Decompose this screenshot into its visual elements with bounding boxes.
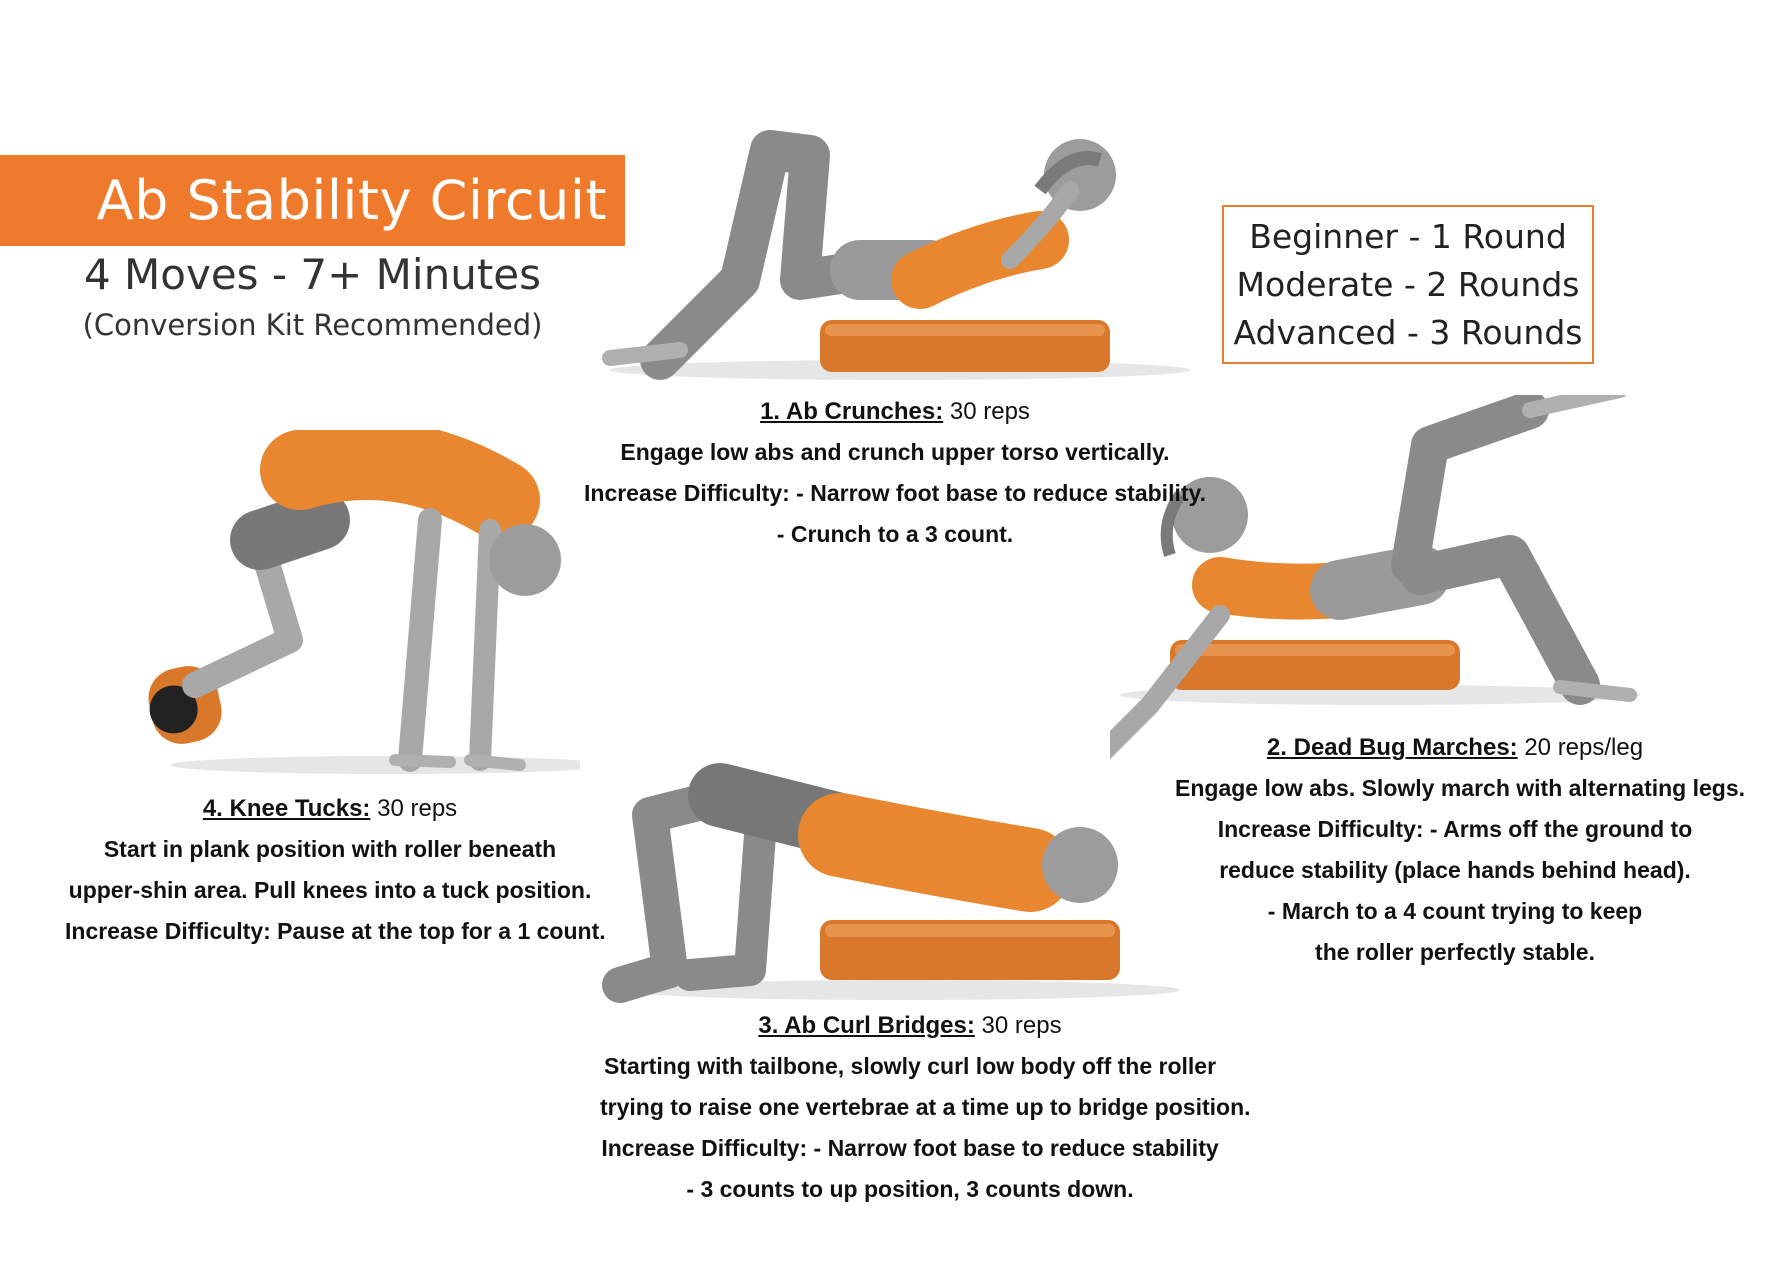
- exercise-3-line: trying to raise one vertebrae at a time up to bridge position.: [600, 1094, 1251, 1120]
- exercise-3-line: Starting with tailbone, slowly curl low body off the roller: [603, 1053, 1217, 1079]
- level-beginner: Beginner - 1 Round: [1249, 216, 1567, 256]
- exercise-3-name: 3. Ab Curl Bridges:: [758, 1012, 975, 1039]
- exercise-2-line: Increase Difficulty: - Arms off the ground to: [1217, 816, 1693, 842]
- exercise-2-line: reduce stability (place hands behind head).: [1219, 857, 1691, 883]
- exercise-1-line: Engage low abs and crunch upper torso vertically.: [620, 439, 1170, 465]
- page-title: Ab Stability Circuit: [96, 169, 607, 232]
- page-subtitle: 4 Moves - 7+ Minutes: [83, 250, 542, 299]
- exercise-4-name: 4. Knee Tucks:: [202, 795, 371, 822]
- exercise-4-reps: 30 reps: [377, 795, 458, 822]
- exercise-2-line: - March to a 4 count trying to keep: [1267, 898, 1643, 924]
- exercise-3-reps: 30 reps: [981, 1012, 1062, 1039]
- exercise-2-name: 2. Dead Bug Marches:: [1266, 734, 1518, 761]
- equipment-note: (Conversion Kit Recommended): [82, 308, 543, 342]
- exercise-4-line: upper-shin area. Pull knees into a tuck position.: [68, 877, 592, 903]
- ab-curl-bridge-illustration: [600, 755, 1180, 1005]
- exercise-2-line: Engage low abs. Slowly march with alternating legs.: [1175, 775, 1746, 801]
- exercise-4-line: Increase Difficulty: Pause at the top for a 1 count.: [65, 918, 606, 944]
- exercise-2-caption: [1175, 727, 1746, 973]
- exercise-1-reps: 30 reps: [949, 398, 1030, 425]
- knee-tucks-illustration: [140, 430, 580, 780]
- exercise-2-line: the roller perfectly stable.: [1315, 939, 1595, 965]
- difficulty-levels-box: [1222, 205, 1594, 364]
- exercise-3-caption: [600, 1005, 1251, 1210]
- exercise-3-line: - 3 counts to up position, 3 counts down.: [686, 1176, 1134, 1202]
- title-banner: [0, 155, 625, 246]
- exercise-3-line: Increase Difficulty: - Narrow foot base to reduce stability: [601, 1135, 1219, 1161]
- exercise-1-line: - Crunch to a 3 count.: [776, 521, 1014, 547]
- exercise-2-reps: 20 reps/leg: [1524, 734, 1644, 761]
- exercise-4-caption: [65, 788, 606, 952]
- level-advanced: Advanced - 3 Rounds: [1233, 312, 1583, 352]
- level-moderate: Moderate - 2 Rounds: [1236, 264, 1580, 304]
- exercise-1-name: 1. Ab Crunches:: [760, 398, 944, 425]
- exercise-1-caption: [580, 391, 1210, 555]
- exercise-4-line: Start in plank position with roller beneath: [103, 836, 557, 862]
- exercise-1-line: Increase Difficulty: - Narrow foot base to reduce stability.: [584, 480, 1206, 506]
- ab-crunch-illustration: [600, 130, 1190, 390]
